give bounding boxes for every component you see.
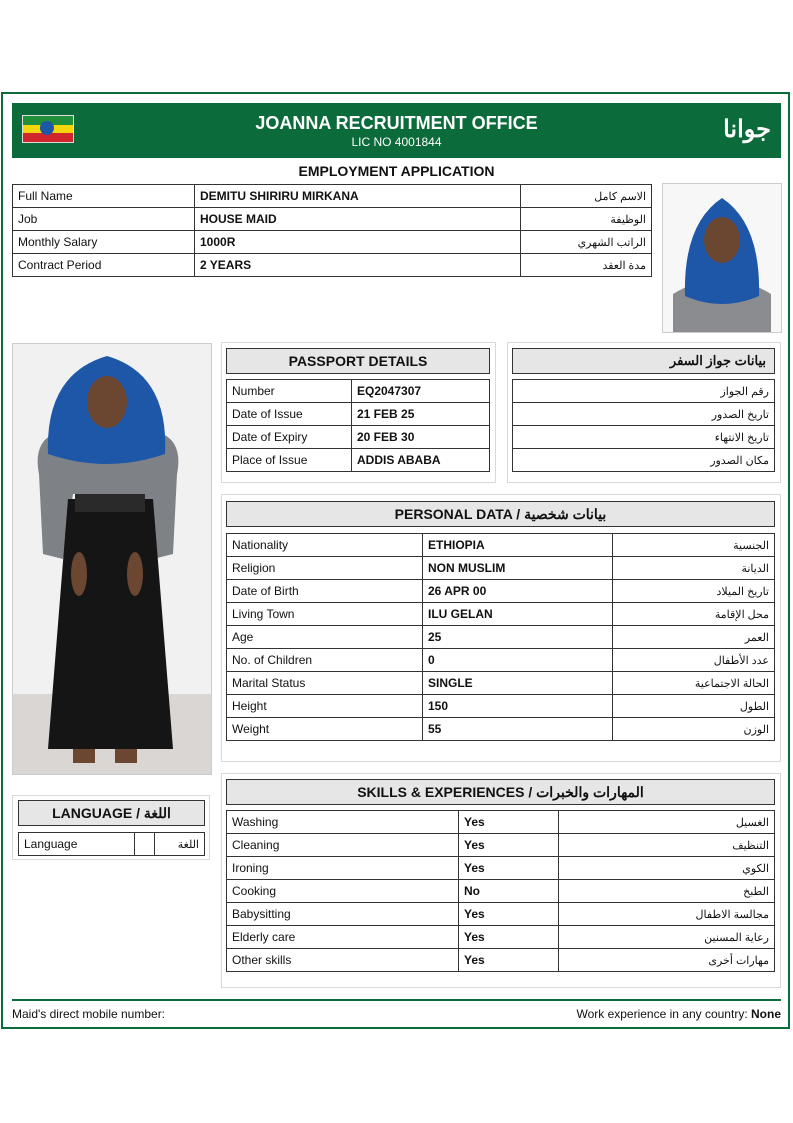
field-label-ar: اللغة [155,833,205,856]
passport-table [226,379,490,472]
skill-value: Yes [459,903,559,926]
work-experience-value: None [751,1007,781,1021]
field-label-ar: الديانة [613,557,775,580]
field-label: Number [227,380,352,403]
field-label-ar: عدد الأطفال [613,649,775,672]
field-label-ar: تاريخ الانتهاء [513,426,775,449]
field-label: Language [19,833,135,856]
table-row [227,926,775,949]
field-value: DEMITU SHIRIRU MIRKANA [195,185,521,208]
office-header [12,103,781,158]
skill-label-ar: مهارات أخرى [559,949,775,972]
field-value: 0 [423,649,613,672]
skill-label-ar: رعاية المسنين [559,926,775,949]
skill-value: Yes [459,834,559,857]
table-row [513,380,775,403]
field-label-ar: مدة العقد [521,254,652,277]
table-row [227,534,775,557]
field-label: Height [227,695,423,718]
portrait-illustration [663,184,781,332]
field-label: Place of Issue [227,449,352,472]
language-title: LANGUAGE / اللغة [18,800,205,826]
table-row [227,449,490,472]
table-row [227,834,775,857]
table-row [513,426,775,449]
field-label: Full Name [13,185,195,208]
field-label-ar: الحالة الاجتماعية [613,672,775,695]
skill-value: Yes [459,949,559,972]
mobile-number-label: Maid's direct mobile number: [12,1007,166,1021]
skill-value: Yes [459,926,559,949]
field-label: Living Town [227,603,423,626]
skill-label: Cooking [227,880,459,903]
field-label-ar: الراتب الشهري [521,231,652,254]
field-label-ar: محل الإقامة [613,603,775,626]
field-value: ILU GELAN [423,603,613,626]
skill-label: Elderly care [227,926,459,949]
skill-label-ar: مجالسة الاطفال [559,903,775,926]
skill-label-ar: الطبخ [559,880,775,903]
skill-value: No [459,880,559,903]
skill-label: Cleaning [227,834,459,857]
portrait-photo [662,183,782,333]
field-value: NON MUSLIM [423,557,613,580]
applicant-table [12,184,652,277]
field-value: SINGLE [423,672,613,695]
field-label-ar: تاريخ الصدور [513,403,775,426]
field-value: 21 FEB 25 [352,403,490,426]
table-row [13,185,652,208]
table-row [13,231,652,254]
skill-value: Yes [459,857,559,880]
field-label: Date of Expiry [227,426,352,449]
table-row [227,695,775,718]
skill-label-ar: الكوي [559,857,775,880]
table-row [227,718,775,741]
office-arabic-name: جوانا [723,116,771,143]
field-value: 26 APR 00 [423,580,613,603]
field-label: Marital Status [227,672,423,695]
table-row [13,254,652,277]
skill-label: Ironing [227,857,459,880]
field-value: ADDIS ABABA [352,449,490,472]
field-label-ar: الطول [613,695,775,718]
table-row [513,449,775,472]
field-label: Age [227,626,423,649]
field-label: Nationality [227,534,423,557]
table-row [227,903,775,926]
field-value: 150 [423,695,613,718]
table-row [227,403,490,426]
field-value: HOUSE MAID [195,208,521,231]
field-value: 2 YEARS [195,254,521,277]
field-value: ETHIOPIA [423,534,613,557]
field-label-ar: مكان الصدور [513,449,775,472]
personal-title: PERSONAL DATA / بيانات شخصية [226,501,775,527]
table-row [227,811,775,834]
full-body-photo [12,343,212,775]
footer-divider [12,999,781,1001]
skill-label-ar: الغسيل [559,811,775,834]
field-label: Weight [227,718,423,741]
field-label: Monthly Salary [13,231,195,254]
passport-title: PASSPORT DETAILS [226,348,490,374]
table-row [227,580,775,603]
passport-ar-table [512,379,775,472]
table-row [513,403,775,426]
table-row [227,880,775,903]
office-title: JOANNA RECRUITMENT OFFICE [255,113,538,133]
skill-label: Other skills [227,949,459,972]
table-row [227,649,775,672]
field-label: Date of Issue [227,403,352,426]
field-label: Date of Birth [227,580,423,603]
table-row [227,857,775,880]
full-body-illustration [13,344,211,774]
table-row [227,626,775,649]
field-label: Job [13,208,195,231]
field-value: 20 FEB 30 [352,426,490,449]
field-label: No. of Children [227,649,423,672]
table-row [13,208,652,231]
work-experience [576,1007,781,1021]
table-row [227,380,490,403]
passport-title-ar: بيانات جواز السفر [512,348,775,374]
field-value [135,833,155,856]
field-label-ar: رقم الجواز [513,380,775,403]
field-value: 1000R [195,231,521,254]
skills-title: SKILLS & EXPERIENCES / المهارات والخبرات [226,779,775,805]
table-row [227,672,775,695]
field-label-ar: تاريخ الميلاد [613,580,775,603]
field-label-ar: الوزن [613,718,775,741]
language-table [18,832,205,856]
skill-label: Babysitting [227,903,459,926]
table-row [227,949,775,972]
field-label-ar: الاسم كامل [521,185,652,208]
field-label: Contract Period [13,254,195,277]
field-value: 55 [423,718,613,741]
field-value: EQ2047307 [352,380,490,403]
field-label-ar: الجنسية [613,534,775,557]
document-title: EMPLOYMENT APPLICATION [298,163,495,179]
work-experience-label: Work experience in any country: [576,1007,748,1021]
field-label: Religion [227,557,423,580]
table-row [19,833,205,856]
table-row [227,426,490,449]
personal-table [226,533,775,741]
skill-value: Yes [459,811,559,834]
license-number: LIC NO 4001844 [351,135,442,149]
field-value: 25 [423,626,613,649]
skill-label: Washing [227,811,459,834]
field-label-ar: الوظيفة [521,208,652,231]
table-row [227,557,775,580]
table-row [227,603,775,626]
skill-label-ar: التنظيف [559,834,775,857]
field-label-ar: العمر [613,626,775,649]
skills-table [226,810,775,972]
